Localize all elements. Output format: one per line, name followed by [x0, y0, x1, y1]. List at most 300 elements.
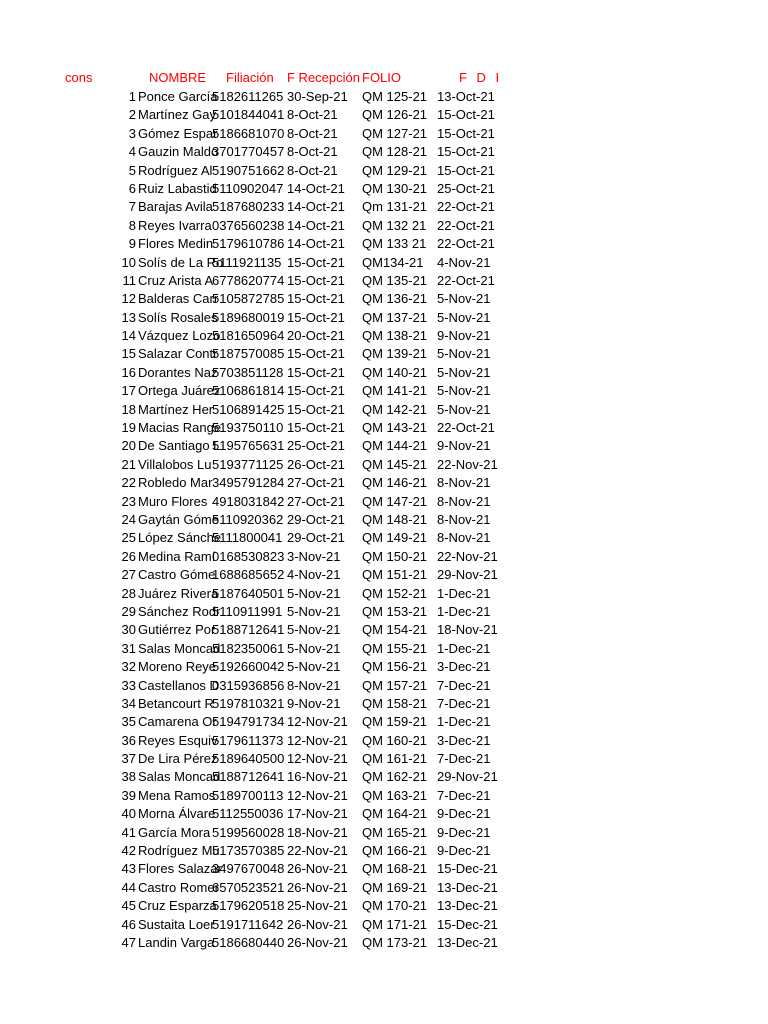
cell-fdi[interactable]: 4-Nov-21 [437, 254, 491, 270]
cell-nombre[interactable]: Ponce García [138, 89, 218, 104]
cell-cons[interactable]: 42 [121, 843, 136, 859]
cell-folio[interactable]: QM 151-21 [362, 567, 428, 583]
cell-folio[interactable]: QM 152-21 [362, 585, 428, 601]
cell-fdi[interactable]: 7-Dec-21 [437, 677, 491, 693]
header-filiacion[interactable]: Filiación [226, 70, 274, 85]
cell-f-recepcion[interactable]: 15-Oct-21 [287, 401, 345, 417]
cell-folio[interactable]: QM 137-21 [362, 309, 428, 325]
cell-fdi[interactable]: 13-Dec-21 [437, 898, 498, 914]
cell-cons[interactable]: 16 [121, 364, 136, 380]
cell-folio[interactable]: QM 129-21 [362, 162, 428, 178]
cell-f-recepcion[interactable]: 14-Oct-21 [287, 180, 345, 196]
cell-cons[interactable]: 8 [128, 217, 136, 233]
cell-filiacion[interactable]: 5111921135 [212, 254, 282, 270]
cell-folio[interactable]: QM 126-21 [362, 107, 428, 123]
cell-folio[interactable]: Qm 131-21 [362, 199, 428, 215]
cell-filiacion[interactable]: 0168530823 [212, 548, 285, 564]
cell-filiacion[interactable]: 5182350061 [212, 640, 285, 656]
cell-f-recepcion[interactable]: 5-Nov-21 [287, 603, 341, 619]
cell-folio[interactable]: QM 144-21 [362, 438, 428, 454]
cell-nombre[interactable]: Balderas Carr [138, 291, 219, 307]
table-row [0, 805, 768, 823]
cell-filiacion[interactable]: 5197810321 [212, 695, 285, 711]
cell-nombre[interactable]: De Santiago L [138, 438, 221, 454]
cell-filiacion[interactable]: 5189700113 [212, 787, 284, 803]
cell-nombre[interactable]: Flores Medin [138, 236, 214, 252]
cell-nombre[interactable]: Gómez Espar [138, 125, 218, 141]
cell-filiacion[interactable]: 5188712641 [212, 622, 285, 638]
cell-cons[interactable]: 3 [128, 125, 136, 141]
cell-cons[interactable]: 23 [121, 493, 136, 509]
cell-fdi[interactable]: 5-Nov-21 [437, 291, 491, 307]
cell-f-recepcion[interactable]: 8-Oct-21 [287, 125, 338, 141]
cell-folio[interactable]: QM 165-21 [362, 824, 428, 840]
cell-filiacion[interactable]: 6778620774 [212, 272, 285, 288]
cell-f-recepcion[interactable]: 8-Oct-21 [287, 162, 338, 178]
cell-folio[interactable]: QM 127-21 [362, 125, 428, 141]
cell-f-recepcion[interactable]: 5-Nov-21 [287, 622, 341, 638]
cell-folio[interactable]: QM 154-21 [362, 622, 428, 638]
cell-cons[interactable]: 19 [121, 420, 136, 436]
cell-fdi[interactable]: 22-Oct-21 [437, 217, 495, 233]
cell-f-recepcion[interactable]: 4-Nov-21 [287, 567, 341, 583]
cell-fdi[interactable]: 18-Nov-21 [437, 622, 498, 638]
cell-fdi[interactable]: 8-Nov-21 [437, 530, 491, 546]
cell-folio[interactable]: QM 164-21 [362, 806, 428, 822]
cell-cons[interactable]: 46 [121, 916, 136, 932]
cell-fdi[interactable]: 3-Dec-21 [437, 732, 491, 748]
cell-nombre[interactable]: Gaytán Góme [138, 511, 219, 527]
cell-f-recepcion[interactable]: 15-Oct-21 [287, 254, 345, 270]
cell-fdi[interactable]: 13-Dec-21 [437, 879, 498, 895]
cell-cons[interactable]: 41 [121, 824, 136, 840]
cell-folio[interactable]: QM 125-21 [362, 89, 428, 104]
cell-nombre[interactable]: Martínez Gay [138, 107, 217, 123]
cell-cons[interactable]: 29 [121, 603, 136, 619]
cell-f-recepcion[interactable]: 12-Nov-21 [287, 714, 348, 730]
cell-folio[interactable]: QM 155-21 [362, 640, 428, 656]
cell-cons[interactable]: 1 [128, 89, 136, 104]
cell-fdi[interactable]: 1-Dec-21 [437, 585, 491, 601]
cell-folio[interactable]: QM 173-21 [362, 934, 428, 950]
cell-fdi[interactable]: 22-Oct-21 [437, 272, 495, 288]
cell-cons[interactable]: 44 [121, 879, 136, 895]
cell-filiacion[interactable]: 5106861814 [212, 383, 285, 399]
cell-fdi[interactable]: 5-Nov-21 [437, 309, 491, 325]
cell-nombre[interactable]: Villalobos Lu [138, 456, 212, 472]
cell-filiacion[interactable]: 5179611373 [212, 732, 284, 748]
cell-nombre[interactable]: Martínez Her [138, 401, 214, 417]
cell-f-recepcion[interactable]: 15-Oct-21 [287, 420, 345, 436]
cell-f-recepcion[interactable]: 9-Nov-21 [287, 695, 341, 711]
cell-filiacion[interactable]: 5105872785 [212, 291, 285, 307]
cell-folio[interactable]: QM 130-21 [362, 180, 428, 196]
table-row [0, 493, 768, 511]
cell-folio[interactable]: QM 148-21 [362, 511, 428, 527]
cell-filiacion[interactable]: 5190751662 [212, 162, 285, 178]
cell-fdi[interactable]: 7-Dec-21 [437, 695, 491, 711]
cell-cons[interactable]: 38 [121, 769, 136, 785]
cell-nombre[interactable]: Gutiérrez Por [138, 622, 216, 638]
cell-filiacion[interactable]: 5186681070 [212, 125, 285, 141]
cell-folio[interactable]: QM 141-21 [362, 383, 428, 399]
cell-f-recepcion[interactable]: 27-Oct-21 [287, 475, 345, 491]
cell-fdi[interactable]: 5-Nov-21 [437, 401, 491, 417]
header-f-recepcion[interactable]: F Recepción [287, 70, 360, 85]
cell-f-recepcion[interactable]: 15-Oct-21 [287, 272, 345, 288]
table-row [0, 290, 768, 308]
cell-nombre[interactable]: Sustaita Loer [138, 916, 215, 932]
cell-nombre[interactable]: Vázquez Lozo [138, 328, 221, 344]
cell-fdi[interactable]: 15-Oct-21 [437, 107, 495, 123]
cell-fdi[interactable]: 29-Nov-21 [437, 769, 498, 785]
cell-folio[interactable]: QM 171-21 [362, 916, 428, 932]
cell-fdi[interactable]: 15-Dec-21 [437, 861, 498, 877]
cell-fdi[interactable]: 29-Nov-21 [437, 567, 498, 583]
cell-nombre[interactable]: Betancourt R [138, 695, 214, 711]
cell-nombre[interactable]: Solís Rosales [138, 309, 218, 325]
header-folio[interactable]: FOLIO [362, 70, 402, 85]
cell-filiacion[interactable]: 0376560238 [212, 217, 285, 233]
cell-fdi[interactable]: 9-Nov-21 [437, 328, 491, 344]
cell-nombre[interactable]: Camarena Or [138, 714, 217, 730]
cell-f-recepcion[interactable]: 12-Nov-21 [287, 732, 348, 748]
cell-folio[interactable]: QM 163-21 [362, 787, 428, 803]
cell-cons[interactable]: 22 [121, 475, 136, 491]
cell-cons[interactable]: 12 [121, 291, 136, 307]
cell-cons[interactable]: 5 [128, 162, 136, 178]
cell-f-recepcion[interactable]: 29-Oct-21 [287, 530, 345, 546]
cell-nombre[interactable]: Mena Ramos [138, 787, 216, 803]
cell-filiacion[interactable]: 5195765631 [212, 438, 285, 454]
cell-f-recepcion[interactable]: 18-Nov-21 [287, 824, 348, 840]
cell-f-recepcion[interactable]: 5-Nov-21 [287, 640, 341, 656]
cell-nombre[interactable]: Reyes Esquiv [138, 732, 218, 748]
cell-f-recepcion[interactable]: 15-Oct-21 [287, 291, 345, 307]
cell-f-recepcion[interactable]: 5-Nov-21 [287, 659, 341, 675]
cell-fdi[interactable]: 22-Oct-21 [437, 236, 495, 252]
table-row [0, 437, 768, 455]
cell-cons[interactable]: 32 [121, 659, 136, 675]
cell-fdi[interactable]: 1-Dec-21 [437, 603, 491, 619]
header-fdi[interactable]: F D I [459, 70, 503, 85]
cell-filiacion[interactable]: 3497670048 [212, 861, 285, 877]
cell-folio[interactable]: QM 138-21 [362, 328, 428, 344]
cell-nombre[interactable]: Rodríguez Mu [138, 843, 220, 859]
cell-filiacion[interactable]: 5199560028 [212, 824, 285, 840]
header-cons[interactable]: cons [65, 70, 93, 85]
cell-filiacion[interactable]: 5187570085 [212, 346, 285, 362]
cell-folio[interactable]: QM 145-21 [362, 456, 428, 472]
cell-nombre[interactable]: Cruz Arista A [138, 272, 214, 288]
cell-fdi[interactable]: 9-Dec-21 [437, 843, 491, 859]
cell-filiacion[interactable]: 5106891425 [212, 401, 285, 417]
cell-f-recepcion[interactable]: 26-Nov-21 [287, 934, 348, 950]
cell-fdi[interactable]: 15-Oct-21 [437, 162, 495, 178]
cell-f-recepcion[interactable]: 20-Oct-21 [287, 328, 345, 344]
cell-folio[interactable]: QM 149-21 [362, 530, 428, 546]
cell-folio[interactable]: QM 136-21 [362, 291, 428, 307]
cell-f-recepcion[interactable]: 15-Oct-21 [287, 364, 345, 380]
cell-cons[interactable]: 40 [121, 806, 136, 822]
cell-filiacion[interactable]: 5182611265 [212, 89, 284, 104]
cell-fdi[interactable]: 1-Dec-21 [437, 640, 491, 656]
cell-cons[interactable]: 37 [121, 751, 136, 767]
cell-nombre[interactable]: Gauzin Maldo [138, 144, 219, 160]
cell-f-recepcion[interactable]: 25-Nov-21 [287, 898, 348, 914]
cell-cons[interactable]: 35 [121, 714, 136, 730]
cell-filiacion[interactable]: 5189640500 [212, 751, 285, 767]
cell-cons[interactable]: 11 [122, 272, 136, 288]
table-row [0, 327, 768, 345]
cell-cons[interactable]: 9 [128, 236, 136, 252]
cell-filiacion[interactable]: 5188712641 [212, 769, 285, 785]
cell-fdi[interactable]: 5-Nov-21 [437, 346, 491, 362]
cell-filiacion[interactable]: 5110920362 [212, 511, 284, 527]
cell-nombre[interactable]: Salas Moncad [138, 640, 221, 656]
cell-fdi[interactable]: 22-Nov-21 [437, 456, 498, 472]
cell-cons[interactable]: 25 [121, 530, 136, 546]
cell-cons[interactable]: 45 [121, 898, 136, 914]
cell-filiacion[interactable]: 5179620518 [212, 898, 285, 914]
cell-cons[interactable]: 33 [121, 677, 136, 693]
table-row [0, 401, 768, 419]
table-row [0, 382, 768, 400]
cell-cons[interactable]: 43 [121, 861, 136, 877]
cell-fdi[interactable]: 3-Dec-21 [437, 659, 491, 675]
cell-nombre[interactable]: Muro Flores [138, 493, 208, 509]
cell-nombre[interactable]: Reyes Ivarra [138, 217, 212, 233]
cell-nombre[interactable]: Juárez Rivera [138, 585, 219, 601]
cell-folio[interactable]: QM 158-21 [362, 695, 428, 711]
cell-cons[interactable]: 30 [121, 622, 136, 638]
cell-nombre[interactable]: Dorantes Naz [138, 364, 218, 380]
cell-filiacion[interactable]: 5179610786 [212, 236, 285, 252]
cell-f-recepcion[interactable]: 14-Oct-21 [287, 217, 345, 233]
cell-f-recepcion[interactable]: 12-Nov-21 [287, 751, 348, 767]
cell-nombre[interactable]: Morna Álvare [138, 806, 216, 822]
cell-filiacion[interactable]: 5191711642 [212, 916, 284, 932]
cell-folio[interactable]: QM 170-21 [362, 898, 428, 914]
cell-fdi[interactable]: 22-Oct-21 [437, 199, 495, 215]
cell-nombre[interactable]: Barajas Avila [138, 199, 213, 215]
cell-cons[interactable]: 24 [121, 511, 136, 527]
cell-f-recepcion[interactable]: 16-Nov-21 [287, 769, 348, 785]
cell-fdi[interactable]: 13-Oct-21 [437, 89, 495, 104]
cell-nombre[interactable]: De Lira Pérez [138, 751, 218, 767]
cell-filiacion[interactable]: 5181650964 [212, 328, 285, 344]
cell-cons[interactable]: 26 [121, 548, 136, 564]
cell-filiacion[interactable]: 6570523521 [212, 879, 285, 895]
cell-cons[interactable]: 27 [121, 567, 136, 583]
cell-fdi[interactable]: 15-Dec-21 [437, 916, 498, 932]
cell-f-recepcion[interactable]: 5-Nov-21 [287, 585, 341, 601]
cell-folio[interactable]: QM 162-21 [362, 769, 428, 785]
cell-nombre[interactable]: Castro Romer [138, 879, 219, 895]
cell-filiacion[interactable]: 5703851128 [212, 364, 284, 380]
cell-cons[interactable]: 47 [121, 934, 136, 950]
cell-filiacion[interactable]: 0315936856 [212, 677, 285, 693]
header-nombre[interactable]: NOMBRE [149, 70, 207, 85]
cell-folio[interactable]: QM 159-21 [362, 714, 428, 730]
cell-f-recepcion[interactable]: 14-Oct-21 [287, 199, 345, 215]
cell-filiacion[interactable]: 5187680233 [212, 199, 285, 215]
cell-f-recepcion[interactable]: 15-Oct-21 [287, 383, 345, 399]
cell-f-recepcion[interactable]: 26-Nov-21 [287, 879, 348, 895]
cell-nombre[interactable]: Solís de La Ro [138, 254, 224, 270]
cell-f-recepcion[interactable]: 8-Nov-21 [287, 677, 341, 693]
cell-cons[interactable]: 28 [121, 585, 136, 601]
cell-f-recepcion[interactable]: 12-Nov-21 [287, 787, 348, 803]
cell-folio[interactable]: QM 160-21 [362, 732, 428, 748]
cell-fdi[interactable]: 9-Nov-21 [437, 438, 491, 454]
cell-folio[interactable]: QM 150-21 [362, 548, 428, 564]
cell-folio[interactable]: QM 140-21 [362, 364, 428, 380]
cell-filiacion[interactable]: 5101844041 [212, 107, 285, 123]
cell-nombre[interactable]: Cruz Esparza [138, 898, 217, 914]
cell-f-recepcion[interactable]: 25-Oct-21 [287, 438, 345, 454]
cell-filiacion[interactable]: 5193750110 [212, 420, 284, 436]
cell-cons[interactable]: 36 [121, 732, 136, 748]
cell-fdi[interactable]: 7-Dec-21 [437, 751, 491, 767]
table-row [0, 860, 768, 878]
cell-folio[interactable]: QM 143-21 [362, 420, 428, 436]
cell-folio[interactable]: QM 147-21 [362, 493, 428, 509]
cell-cons[interactable]: 14 [121, 328, 136, 344]
cell-filiacion[interactable]: 3495791284 [212, 475, 285, 491]
cell-folio[interactable]: QM 166-21 [362, 843, 428, 859]
cell-cons[interactable]: 20 [121, 438, 136, 454]
cell-fdi[interactable]: 15-Oct-21 [437, 125, 495, 141]
cell-cons[interactable]: 6 [128, 180, 136, 196]
table-row [0, 143, 768, 161]
cell-nombre[interactable]: López Sánche [138, 530, 222, 546]
cell-nombre[interactable]: Medina Ramí [138, 548, 216, 564]
cell-filiacion[interactable]: 4918031842 [212, 493, 285, 509]
cell-filiacion[interactable]: 1688685652 [212, 567, 285, 583]
cell-cons[interactable]: 31 [121, 640, 136, 656]
cell-nombre[interactable]: Ortega Juárez [138, 383, 221, 399]
cell-fdi[interactable]: 25-Oct-21 [437, 180, 495, 196]
cell-folio[interactable]: QM 153-21 [362, 603, 428, 619]
cell-nombre[interactable]: Sánchez Rodr [138, 603, 221, 619]
cell-f-recepcion[interactable]: 26-Nov-21 [287, 861, 348, 877]
cell-folio[interactable]: QM 139-21 [362, 346, 428, 362]
cell-filiacion[interactable]: 3701770457 [212, 144, 285, 160]
cell-f-recepcion[interactable]: 26-Nov-21 [287, 916, 348, 932]
cell-cons[interactable]: 2 [128, 107, 136, 123]
cell-fdi[interactable]: 9-Dec-21 [437, 824, 491, 840]
cell-f-recepcion[interactable]: 8-Oct-21 [287, 107, 338, 123]
cell-nombre[interactable]: Ruiz Labastid [138, 180, 217, 196]
cell-filiacion[interactable]: 5189680019 [212, 309, 285, 325]
table-row [0, 603, 768, 621]
cell-nombre[interactable]: Flores Salazar [138, 861, 222, 877]
cell-f-recepcion[interactable]: 8-Oct-21 [287, 144, 338, 160]
cell-folio[interactable]: QM 146-21 [362, 475, 428, 491]
cell-folio[interactable]: QM 132 21 [362, 217, 427, 233]
cell-nombre[interactable]: Rodríguez Al [138, 162, 213, 178]
cell-nombre[interactable]: Macias Range [138, 420, 222, 436]
cell-cons[interactable]: 10 [121, 254, 136, 270]
cell-folio[interactable]: QM 135-21 [362, 272, 428, 288]
cell-nombre[interactable]: Salas Moncad [138, 769, 221, 785]
cell-f-recepcion[interactable]: 15-Oct-21 [287, 346, 345, 362]
cell-filiacion[interactable]: 5186680440 [212, 934, 285, 950]
cell-cons[interactable]: 39 [121, 787, 136, 803]
cell-cons[interactable]: 7 [128, 199, 136, 215]
cell-nombre[interactable]: García Mora [138, 824, 211, 840]
cell-f-recepcion[interactable]: 27-Oct-21 [287, 493, 345, 509]
cell-nombre[interactable]: Robledo Mar [138, 475, 213, 491]
cell-fdi[interactable]: 13-Dec-21 [437, 934, 498, 950]
cell-folio[interactable]: QM 161-21 [362, 751, 428, 767]
cell-folio[interactable]: QM 169-21 [362, 879, 428, 895]
cell-f-recepcion[interactable]: 29-Oct-21 [287, 511, 345, 527]
cell-folio[interactable]: QM 133 21 [362, 236, 427, 252]
cell-nombre[interactable]: Salazar Contr [138, 346, 218, 362]
cell-filiacion[interactable]: 5110911991 [212, 603, 283, 619]
cell-filiacion[interactable]: 5111800041 [212, 530, 283, 546]
cell-filiacion[interactable]: 5110902047 [212, 180, 284, 196]
cell-folio[interactable]: QM 156-21 [362, 659, 428, 675]
cell-f-recepcion[interactable]: 14-Oct-21 [287, 236, 345, 252]
cell-cons[interactable]: 21 [121, 456, 136, 472]
cell-filiacion[interactable]: 5192660042 [212, 659, 285, 675]
cell-cons[interactable]: 15 [121, 346, 136, 362]
cell-fdi[interactable]: 22-Nov-21 [437, 548, 498, 564]
cell-fdi[interactable]: 1-Dec-21 [437, 714, 491, 730]
table-row [0, 235, 768, 253]
cell-filiacion[interactable]: 5112550036 [212, 806, 284, 822]
cell-nombre[interactable]: Landin Varga [138, 934, 215, 950]
cell-filiacion[interactable]: 5173570385 [212, 843, 285, 859]
cell-cons[interactable]: 18 [121, 401, 136, 417]
cell-filiacion[interactable]: 5193771125 [212, 456, 284, 472]
cell-fdi[interactable]: 8-Nov-21 [437, 511, 491, 527]
cell-fdi[interactable]: 15-Oct-21 [437, 144, 495, 160]
cell-fdi[interactable]: 22-Oct-21 [437, 420, 495, 436]
cell-filiacion[interactable]: 5187640501 [212, 585, 285, 601]
cell-f-recepcion[interactable]: 30-Sep-21 [287, 89, 348, 104]
cell-folio[interactable]: QM 157-21 [362, 677, 428, 693]
cell-f-recepcion[interactable]: 15-Oct-21 [287, 309, 345, 325]
cell-fdi[interactable]: 8-Nov-21 [437, 475, 491, 491]
cell-cons[interactable]: 4 [128, 144, 136, 160]
cell-f-recepcion[interactable]: 26-Oct-21 [287, 456, 345, 472]
cell-f-recepcion[interactable]: 22-Nov-21 [287, 843, 348, 859]
cell-fdi[interactable]: 7-Dec-21 [437, 787, 491, 803]
cell-nombre[interactable]: Castellanos D [138, 677, 219, 693]
cell-cons[interactable]: 34 [121, 695, 136, 711]
cell-nombre[interactable]: Moreno Reye [138, 659, 217, 675]
cell-fdi[interactable]: 9-Dec-21 [437, 806, 491, 822]
cell-cons[interactable]: 13 [121, 309, 136, 325]
cell-cons[interactable]: 17 [121, 383, 136, 399]
cell-folio[interactable]: QM 128-21 [362, 144, 428, 160]
cell-nombre[interactable]: Castro Góme [138, 567, 216, 583]
cell-folio[interactable]: QM 142-21 [362, 401, 428, 417]
cell-f-recepcion[interactable]: 3-Nov-21 [287, 548, 341, 564]
cell-folio[interactable]: QM 168-21 [362, 861, 428, 877]
cell-fdi[interactable]: 8-Nov-21 [437, 493, 491, 509]
cell-fdi[interactable]: 5-Nov-21 [437, 383, 491, 399]
cell-filiacion[interactable]: 5194791734 [212, 714, 285, 730]
cell-fdi[interactable]: 5-Nov-21 [437, 364, 491, 380]
cell-f-recepcion[interactable]: 17-Nov-21 [287, 806, 348, 822]
cell-folio[interactable]: QM134-21 [362, 254, 424, 270]
table-row [0, 916, 768, 934]
